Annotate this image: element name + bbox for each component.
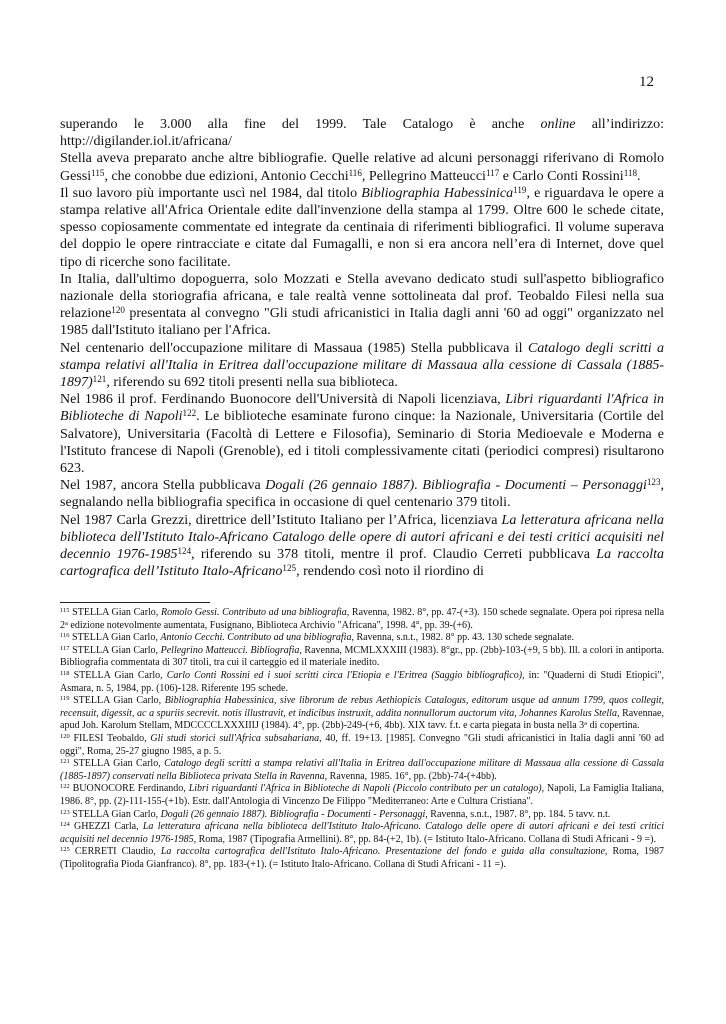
text-run: BUONOCORE Ferdinando,: [69, 783, 189, 795]
text-run: STELLA Gian Carlo,: [69, 644, 161, 656]
footnote-ref: 115: [91, 167, 105, 178]
body-paragraph: [60, 512, 664, 581]
text-run: Stella aveva preparato anche altre bibliografie. Quelle relative ad alcuni personaggi riferivano di Romolo Gessi: [60, 151, 664, 184]
text-run: , 40, ff. 19+13. [1985]. Convegno "Gli studi africanistici in Italia dagli anni '60 ad oggi", Roma, 25-27 giugno 1985, a p. 5.: [60, 732, 664, 757]
footnote: [60, 846, 664, 871]
text-run: superando le 3.000 alla fine del 1999. Tale Catalogo è anche: [60, 117, 541, 132]
footnote-ref: 121: [92, 373, 107, 384]
footnote-ref: 115: [60, 607, 70, 615]
text-run: e Carlo Conti Rossini: [499, 168, 624, 184]
text-run: di copertina.: [587, 720, 640, 732]
footnote-ref: 120: [60, 733, 70, 741]
italic-text: Bibliographia Habessinica, sive librorum de rebus Aethiopicis Catalogus, editorum usque ad annum 1799, quos collegit, recensuit, digessit, ac a spuriis secrevit. notis illustravit, et indicibus instruxit, addita nonnullorum auctorum vita, Johannes Karolus Stella: [60, 695, 664, 719]
italic-text: Romolo Gessi. Contributo ad una bibliografia: [160, 607, 347, 618]
footnote-ref: 117: [485, 167, 500, 178]
text-run: all’indirizzo: http://digilander.iol.it/africana/: [60, 117, 664, 150]
text-run: CERRETI Claudio,: [69, 846, 161, 858]
footnote-ref: 118: [623, 167, 638, 178]
text-run: , in: "Quaderni di Studi Etiopici", Asmara, n. 5, 1984, pp. (106)-128. Riferente 195 schede.: [60, 669, 665, 694]
footnote: [60, 809, 664, 822]
footnote-ref: 122: [182, 408, 197, 419]
footnote: [60, 821, 664, 846]
body-paragraph: [60, 477, 664, 511]
footnote-separator: [60, 602, 210, 603]
footnote: [60, 607, 664, 632]
text-run: Nel 1987 Carla Grezzi, direttrice dell’Istituto Italiano per l’Africa, licenziava: [60, 512, 502, 528]
footnote: [60, 670, 664, 695]
body-text: [60, 116, 664, 580]
italic-text: Pellegrino Matteucci. Bibliografia: [160, 644, 300, 656]
text-run: , riferendo su 692 titoli presenti nella sua biblioteca.: [106, 375, 398, 391]
text-run: , Ravenna, 1982. 8°, pp. 47-(+3). 150 schede segnalate. Opera poi ripresa nella 2: [60, 607, 665, 631]
text-run: , Roma, 1987 (Tipografia Armellini). 8°, pp. 84-(+2, 1b). (= Istituto Italo-Africano. Collana di Studi Africani - 9 =).: [193, 833, 657, 845]
footnote-ref: a: [584, 720, 588, 728]
footnote-ref: 124: [60, 821, 70, 829]
text-run: Nel 1986 il prof. Ferdinando Buonocore dell'Università di Napoli licenziava,: [60, 392, 506, 408]
footnotes: [60, 607, 664, 871]
text-run: FILESI Teobaldo,: [69, 732, 151, 744]
footnote-ref: 124: [177, 545, 192, 556]
italic-text: Libri riguardanti l'Africa in Biblioteche di Napoli: [60, 392, 665, 425]
text-run: Il suo lavoro più importante uscì nel 1984, dal titolo: [60, 185, 362, 201]
text-run: , Ravenna, s.n.t., 1982. 8° pp. 43. 130 schede segnalate.: [351, 632, 575, 644]
text-run: , rendendo così noto il riordino di: [296, 564, 484, 580]
text-run: edizione notevolmente aumentata, Fusignano, Biblioteca Archivio "Africana", 1998. 4°, pp. 39-(+6).: [67, 619, 473, 631]
italic-text: Catalogo degli scritti a stampa relativi all'Italia in Eritrea dall'occupazione militare di Massaua alla cessione di Cassala (1885-1897): [60, 340, 664, 391]
footnote-ref: 116: [348, 167, 362, 178]
text-run: , Ravenna, MCMLXXXIII (1983). 8°gr., pp. (2bb)-103-(+9, 5 bb). Ill. a colori in antiporta. Bibliografia commentata di 307 titoli, tra cui il carteggio ed il materiale inedito.: [60, 644, 664, 669]
body-paragraph: [60, 150, 664, 184]
footnote-ref: 123: [646, 477, 661, 488]
text-run: STELLA Gian Carlo,: [69, 695, 165, 707]
footnote-ref: 123: [60, 808, 70, 816]
italic-text: La letteratura africana nella biblioteca dell'Istituto Italo-Africano. Catalogo delle opere di autori africani e dei testi critici acquisiti nel decennio 1976-1985: [60, 821, 664, 845]
text-run: STELLA Gian Carlo,: [69, 632, 161, 644]
italic-text: La letteratura africana nella biblioteca dell'Istituto Italo-Africano Catalogo delle opere di autori africani e dei testi critici acquisiti nel decennio 1976-1985: [60, 512, 664, 563]
footnote: [60, 645, 664, 670]
text-run: In Italia, dall'ultimo dopoguerra, solo Mozzati e Stella avevano dedicato studi sull'aspetto bibliografico nazionale della storiografia africana, e tale realtà venne sottolineata dal prof. Teobaldo Filesi nella sua relazione: [60, 271, 664, 322]
text-run: .: [637, 168, 641, 184]
italic-text: Bibliographia Habessinica: [361, 185, 514, 201]
italic-text: online: [540, 117, 576, 132]
italic-text: Dogali (26 gennaio 1887). Bibliografia - Documenti - Personaggi: [160, 808, 426, 820]
text-run: Nel centenario dell'occupazione militare di Massaua (1985) Stella pubblicava il: [60, 340, 528, 356]
italic-text: Carlo Conti Rossini ed i suoi scritti circa l'Etiopia e l'Eritrea (Saggio bibliografico): [166, 669, 523, 681]
italic-text: La raccolta cartografica dell'Istituto Italo-Africano. Presentazione del fondo e guida alla consultazione: [160, 846, 605, 858]
text-run: STELLA Gian Carlo,: [69, 758, 165, 770]
footnote-ref: 125: [282, 563, 297, 574]
footnote-ref: 119: [60, 695, 70, 703]
body-paragraph: [60, 340, 664, 392]
text-run: , Ravenna, 1985. 16°, pp. (2bb)-74-(+4bb).: [324, 770, 497, 782]
italic-text: Gli studi storici sull'Africa subsahariana: [150, 732, 320, 744]
text-run: , Ravenna, s.n.t., 1987. 8°, pp. 184. 5 tavv. n.t.: [425, 808, 611, 820]
text-run: STELLA Gian Carlo,: [69, 607, 161, 618]
footnote-ref: 125: [60, 846, 70, 854]
footnote: [60, 695, 664, 733]
footnote-ref: 118: [60, 670, 70, 678]
text-run: , e riguardava le opere a stampa relative all'Africa Orientale edite dall'invenzione della stampa al 1799. Oltre 600 le schede citate, spesso copiosamente commentate ed integrate da centinaia di riferimenti bibliografici. Il volume superava del doppio le opere rintracciate e citate dal Fumagalli, e non si era ancora nell’era di Internet, dove quel tipo di ricerche sono facilitate.: [60, 185, 664, 270]
footnote: [60, 783, 664, 808]
footnote-ref: 121: [60, 758, 70, 766]
text-run: STELLA Gian Carlo,: [69, 808, 161, 820]
footnote-ref: 119: [513, 184, 527, 195]
footnote-ref: 116: [60, 632, 70, 640]
body-paragraph: [60, 271, 664, 340]
footnote-ref: 122: [60, 783, 70, 791]
footnote-ref: a: [65, 619, 68, 627]
footnote: [60, 758, 664, 783]
text-run: , che conobbe due edizioni, Antonio Cecchi: [104, 168, 349, 184]
footnote-ref: 117: [60, 644, 70, 652]
italic-text: Libri riguardanti l'Africa in Biblioteche di Napoli (Piccolo contributo per un catalogo): [188, 783, 542, 795]
italic-text: Dogali (26 gennaio 1887). Bibliografia - Documenti – Personaggi: [265, 478, 647, 494]
body-paragraph: [60, 116, 664, 150]
body-paragraph: [60, 185, 664, 271]
page-number: 12: [639, 74, 654, 90]
text-run: GHEZZI Carla,: [69, 821, 143, 833]
italic-text: Antonio Cecchi. Contributo ad una bibliografia: [160, 632, 352, 644]
text-run: Nel 1987, ancora Stella pubblicava: [60, 478, 266, 494]
text-run: . Le biblioteche esaminate furono cinque: la Nazionale, Universitaria (Cortile del Salvatore), Universitaria (Facoltà di Lettere e Filosofia), Seminario di Storia Medioevale e Moderna e l'Istituto francese di Napoli (Grenoble), ed i titoli complessivamente citati (periodici compresi) risultarono 623.: [60, 409, 664, 477]
text-run: presentata al convegno "Gli studi africanistici in Italia dagli anni '60 ad oggi" organizzato nel 1985 dall'Istituto italiano per l'Africa.: [60, 306, 664, 339]
text-run: , Roma, 1987 (Tipolitografia Pioda Gianfranco). 8°, pp. 183-(+1). (= Istituto Italo-Africano. Collana di Studi Africani - 11 =).: [60, 846, 664, 870]
text-run: STELLA Gian Carlo,: [69, 669, 167, 681]
text-run: , Napoli, La Famiglia Italiana, 1986. 8°, pp. (2)-111-155-(+1b). Estr. dall'Antologia di Vincenzo De Filippo "Mediterraneo: Arte e Cultura Cristiana".: [60, 783, 664, 807]
text-run: , Pellegrino Matteucci: [361, 168, 486, 184]
footnote-ref: 120: [111, 305, 125, 316]
footnote: [60, 733, 664, 758]
body-paragraph: [60, 391, 664, 477]
text-run: , riferendo su 378 titoli, mentre il prof. Claudio Cerreti pubblicava: [191, 547, 597, 563]
text-run: , segnalando nella bibliografia specifica in occasione di quel centenario 379 titoli.: [60, 478, 664, 511]
text-run: , Ravennae, apud Joh. Karolum Stellam, MDCCCCLXXXIIIJ (1984). 4°, pp. (2bb)-249-(+6, 4bb). XIX tavv. f.t. e carta piegata in busta nella 3: [60, 707, 664, 732]
italic-text: Catalogo degli scritti a stampa relativi all'Italia in Eritrea dall'occupazione militare di Massaua alla cessione di Cassala (1885-1897) conservati nella Biblioteca privata Stella in Ravenna: [60, 758, 664, 782]
italic-text: La raccolta cartografica dell’Istituto Italo-Africano: [60, 547, 665, 580]
footnote: [60, 632, 664, 645]
